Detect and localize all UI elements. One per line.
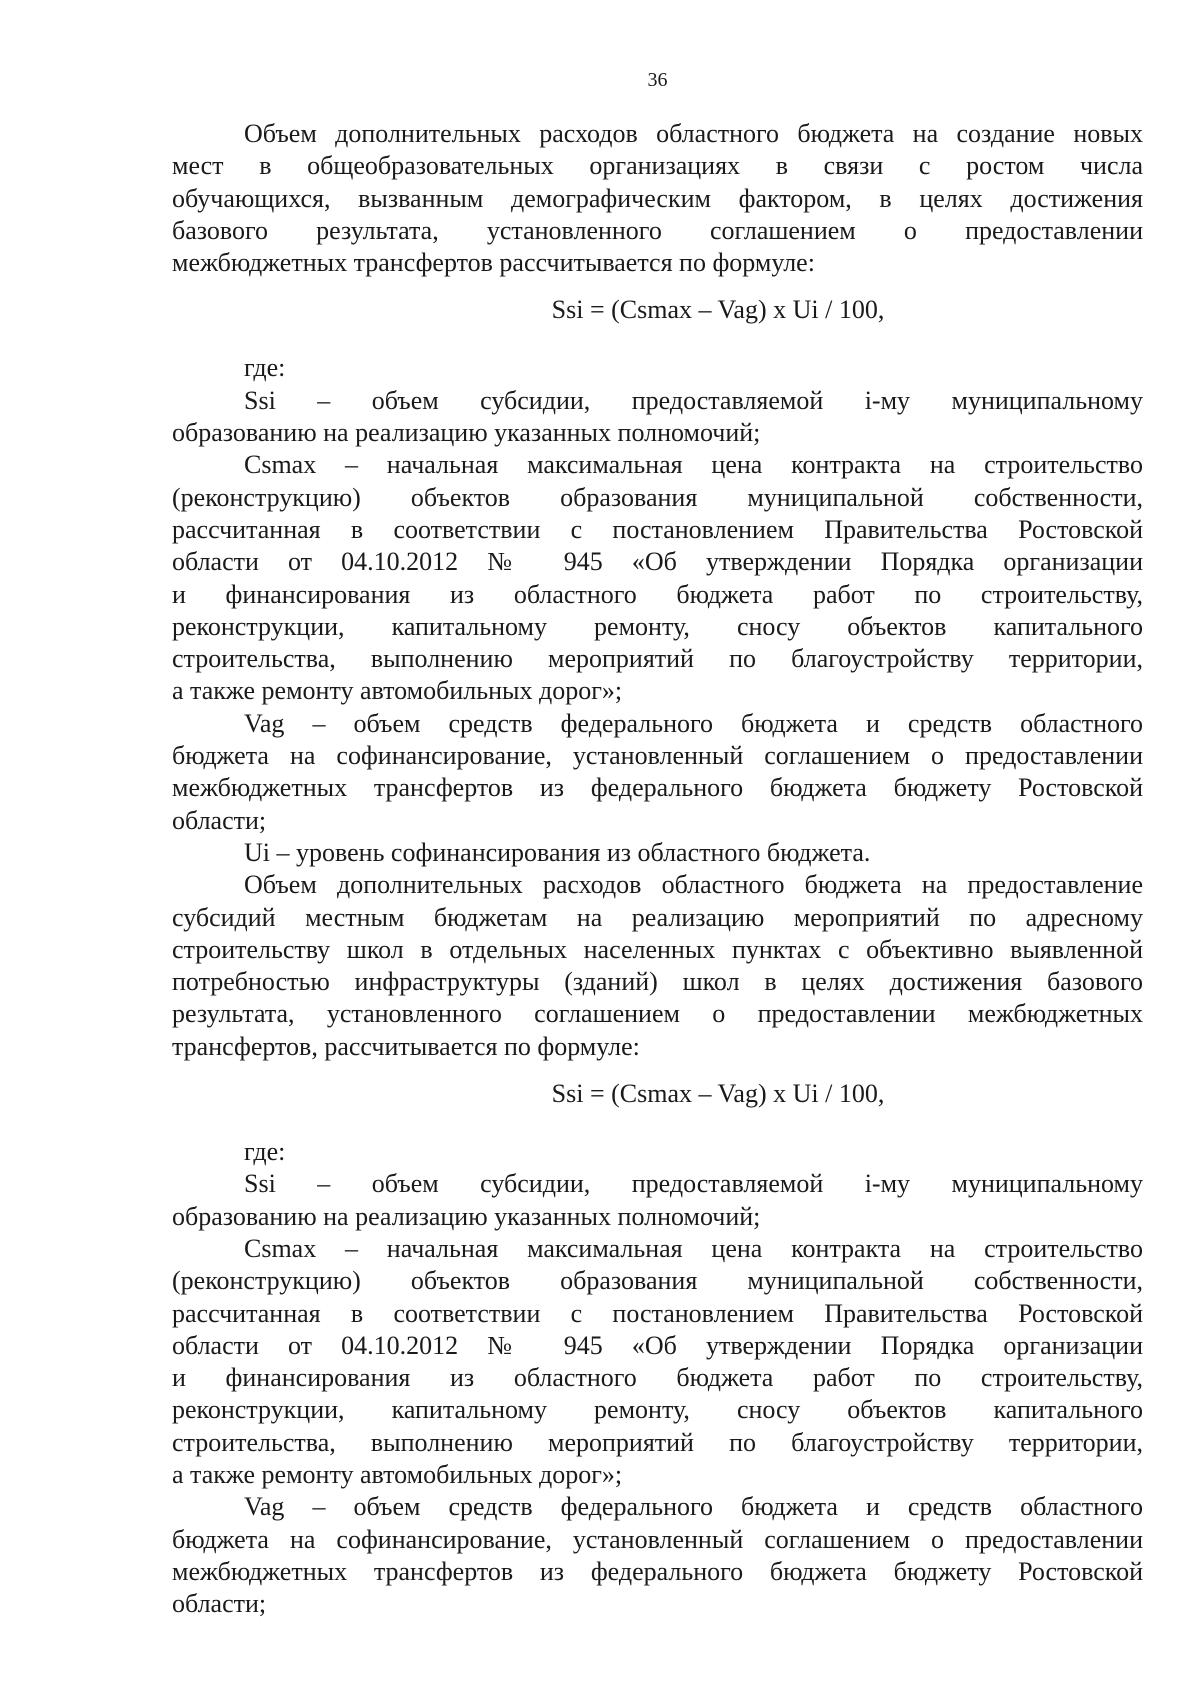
paragraph-line: Объем дополнительных расходов областного бюджета на создание новых xyxy=(244,119,1143,148)
paragraph-line: бюджета на софинансирование, установленный соглашением о предоставлении xyxy=(172,741,1143,771)
paragraph-line: Объем дополнительных расходов областного бюджета на предоставление xyxy=(244,870,1143,900)
paragraph-line: строительства, выполнению мероприятий по благоустройству территории, xyxy=(172,1427,1143,1457)
paragraph-line: результата, установленного соглашением о предоставлении межбюджетных xyxy=(172,999,1143,1029)
variable-definition xyxy=(172,449,1143,707)
where-label: где: xyxy=(244,1137,286,1167)
paragraph-line: рассчитанная в соответствии с постановлением Правительства Ростовской xyxy=(172,514,1143,544)
paragraph-line: а также ремонту автомобильных дорог»; xyxy=(172,676,623,706)
formula: Ssi = (Csmax – Vag) x Ui / 100, xyxy=(551,295,885,325)
paragraph-line: рассчитанная в соответствии с постановлением Правительства Ростовской xyxy=(172,1298,1143,1328)
variable-definition xyxy=(172,1233,1143,1491)
paragraph-line: строительству школ в отдельных населенных пунктах с объективно выявленной xyxy=(172,934,1143,964)
paragraph-line: межбюджетных трансфертов рассчитывается по формуле: xyxy=(172,248,815,278)
paragraph-line: (реконструкцию) объектов образования муниципальной собственности, xyxy=(172,1266,1143,1296)
calculation-intro-paragraph xyxy=(172,118,1143,279)
paragraph-line: образованию на реализацию указанных полномочий; xyxy=(172,418,761,448)
paragraph-line: и финансирования из областного бюджета работ по строительству, xyxy=(172,579,1143,609)
paragraph-line: области; xyxy=(172,805,267,835)
paragraph-line: Csmax – начальная максимальная цена контракта на строительство xyxy=(244,450,1143,480)
paragraph-line: реконструкции, капитальному ремонту, сносу объектов капитального xyxy=(172,1395,1143,1425)
paragraph-line: субсидий местным бюджетам на реализацию мероприятий по адресному xyxy=(172,902,1143,932)
variable-definition xyxy=(172,1491,1143,1620)
where-label: где: xyxy=(244,353,286,383)
paragraph-line: области; xyxy=(172,1589,267,1619)
paragraph-line: базового результата, установленного соглашением о предоставлении xyxy=(172,215,1143,245)
calculation-intro-paragraph xyxy=(172,869,1143,1063)
paragraph-line: и финансирования из областного бюджета работ по строительству, xyxy=(172,1363,1143,1393)
variable-definition xyxy=(172,708,1143,837)
document-body xyxy=(172,118,1143,1620)
formula: Ssi = (Csmax – Vag) x Ui / 100, xyxy=(551,1079,885,1109)
paragraph-line: межбюджетных трансфертов из федерального бюджета бюджету Ростовской xyxy=(172,1556,1143,1586)
paragraph-line: обучающихся, вызванным демографическим фактором, в целях достижения xyxy=(172,183,1143,213)
paragraph-line: образованию на реализацию указанных полномочий; xyxy=(172,1201,761,1231)
paragraph-line: строительства, выполнению мероприятий по благоустройству территории, xyxy=(172,644,1143,674)
paragraph-line: Csmax – начальная максимальная цена контракта на строительство xyxy=(244,1233,1143,1263)
paragraph-line: области от 04.10.2012 № 945 «Об утверждении Порядка организации xyxy=(172,547,1143,577)
paragraph-line: бюджета на софинансирование, установленный соглашением о предоставлении xyxy=(172,1524,1143,1554)
variable-definition xyxy=(172,837,1143,869)
paragraph-line: межбюджетных трансфертов из федерального бюджета бюджету Ростовской xyxy=(172,773,1143,803)
paragraph-line: трансфертов, рассчитывается по формуле: xyxy=(172,1031,640,1061)
paragraph-line: Ssi – объем субсидии, предоставляемой i-му муниципальному xyxy=(244,385,1143,415)
paragraph-line: потребностью инфраструктуры (зданий) школ в целях достижения базового xyxy=(172,967,1143,997)
page-number: 36 xyxy=(647,69,668,91)
variable-definition xyxy=(172,1168,1143,1233)
paragraph-line: (реконструкцию) объектов образования муниципальной собственности, xyxy=(172,482,1143,512)
paragraph-line: реконструкции, капитальному ремонту, сносу объектов капитального xyxy=(172,611,1143,641)
paragraph-line: Vag – объем средств федерального бюджета и средств областного xyxy=(244,1492,1143,1522)
paragraph-line: Vag – объем средств федерального бюджета и средств областного xyxy=(244,708,1143,738)
paragraph-line: а также ремонту автомобильных дорог»; xyxy=(172,1459,623,1489)
variable-definition xyxy=(172,385,1143,450)
paragraph-line: Ui – уровень софинансирования из областного бюджета. xyxy=(244,837,871,867)
paragraph-line: мест в общеобразовательных организациях в связи с ростом числа xyxy=(172,151,1143,181)
paragraph-line: области от 04.10.2012 № 945 «Об утверждении Порядка организации xyxy=(172,1330,1143,1360)
paragraph-line: Ssi – объем субсидии, предоставляемой i-му муниципальному xyxy=(244,1169,1143,1199)
